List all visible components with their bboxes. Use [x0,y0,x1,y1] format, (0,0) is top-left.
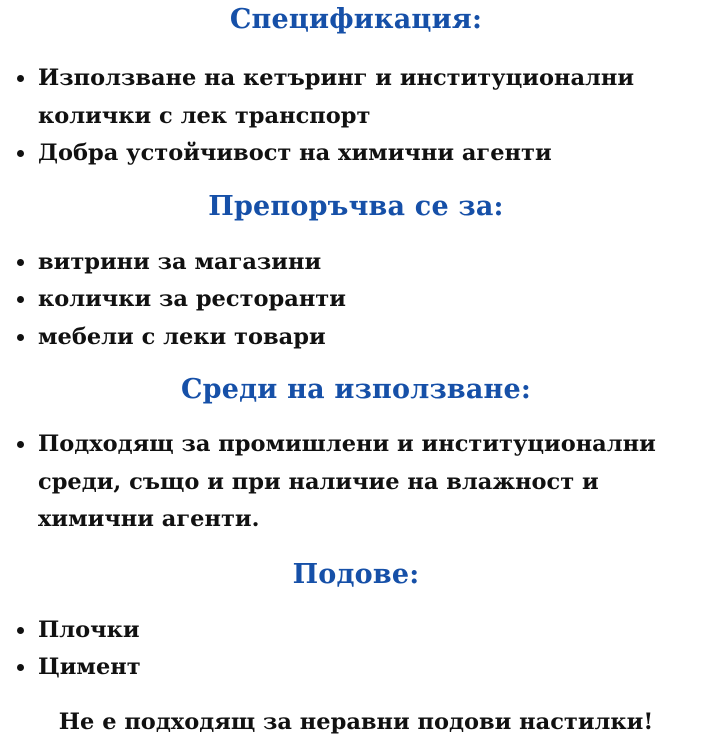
recommended-list [14,244,698,357]
floors-item: Цимент [14,649,698,687]
recommended-item: витрини за магазини [14,244,698,282]
recommended-heading: Препоръчва се за: [208,190,504,222]
environments-list [14,426,698,539]
floors-item: Плочки [14,612,698,650]
recommended-item: мебели с леки товари [14,319,698,357]
environments-item: Подходящ за промишлени и институционални среди, също и при наличие на влажност и химични агенти. [14,426,698,539]
specification-list [14,60,698,173]
product-description [0,2,712,735]
specification-item: Използване на кетъринг и институционални колички с лек транспорт [14,60,698,135]
recommended-item: колички за ресторанти [14,281,698,319]
environments-heading: Среди на използване: [180,374,532,405]
warning-note: Не е подходящ за неравни подови настилки! [58,708,654,735]
floors-list [14,612,698,687]
floors-heading: Подове: [292,558,420,590]
specification-heading: Спецификация: [229,4,483,35]
specification-item: Добра устойчивост на химични агенти [14,135,698,173]
